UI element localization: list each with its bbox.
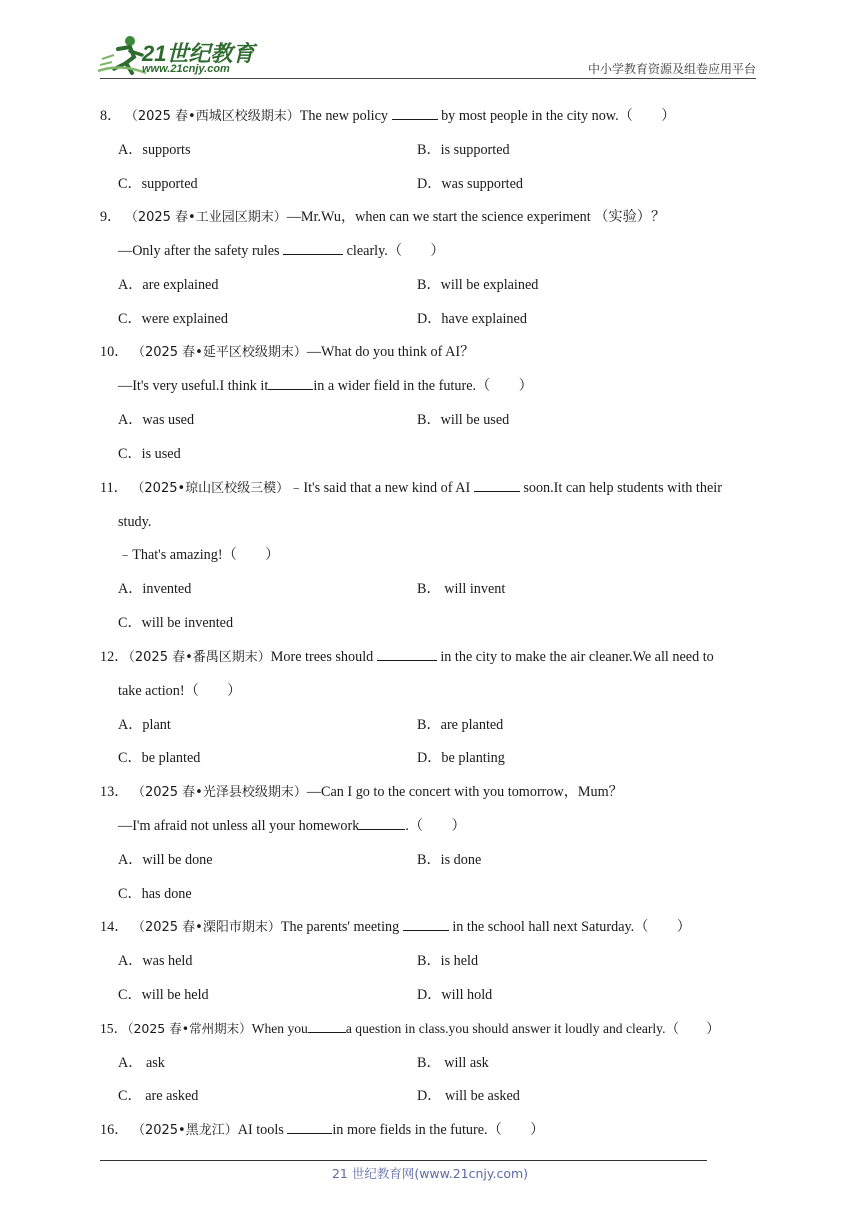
option-c[interactable]: C． are asked: [118, 1088, 199, 1104]
option-a[interactable]: A．supports: [118, 142, 191, 158]
option-d[interactable]: D．was supported: [417, 176, 523, 192]
answer-blank: [392, 107, 438, 120]
question-number: 13．: [100, 784, 129, 800]
option-b[interactable]: B．will be used: [417, 412, 510, 428]
answer-blank: [377, 648, 437, 661]
question-stem-wrap: take action!（ ）: [118, 683, 242, 699]
option-b[interactable]: B．will be explained: [417, 277, 539, 293]
question-source: （2025 春•溧阳市期末）: [131, 920, 281, 935]
answer-blank: [268, 377, 313, 390]
question-number: 16．: [100, 1122, 129, 1138]
option-b[interactable]: B．is supported: [417, 142, 510, 158]
option-c[interactable]: C．will be held: [118, 987, 209, 1003]
option-b[interactable]: B．is done: [417, 852, 482, 868]
option-a[interactable]: A．was held: [118, 953, 193, 969]
option-b[interactable]: B．is held: [417, 953, 479, 969]
logo-text: 21世纪教育: [142, 41, 255, 66]
option-a[interactable]: A．will be done: [118, 852, 213, 868]
page-footer[interactable]: 21 世纪教育网(www.21cnjy.com): [331, 1166, 529, 1181]
question-stem: 10． （2025 春•延平区校级期末）—What do you think of AI？: [100, 344, 475, 360]
question-source: （2025 春•西城区校级期末）: [124, 109, 300, 124]
option-d[interactable]: D．will hold: [417, 987, 493, 1003]
question-stem-line2: —It's very useful.I think it in a wider field in the future.（ ）: [118, 378, 533, 394]
question-source: （2025 春•延平区校级期末）: [131, 345, 307, 360]
question-source: （2025 春•番禺区期末）: [128, 650, 271, 665]
option-c[interactable]: C．will be invented: [118, 615, 234, 631]
question-stem: 8． （2025 春•西城区校级期末）The new policy by most people in the city now.（ ）: [100, 108, 676, 124]
answer-blank: [474, 479, 520, 492]
question-number: 15．: [100, 1021, 128, 1036]
question-number: 10．: [100, 344, 129, 360]
answer-blank: [283, 242, 343, 255]
question-number: 14．: [100, 919, 129, 935]
footer-divider: [100, 1160, 707, 1161]
option-b[interactable]: B． will invent: [417, 581, 506, 597]
option-a[interactable]: A．invented: [118, 581, 192, 597]
page-header: [0, 0, 860, 86]
option-c[interactable]: C．is used: [118, 446, 181, 462]
option-d[interactable]: D．have explained: [417, 311, 527, 327]
question-source: （2025 春•光泽县校级期末）: [131, 785, 307, 800]
question-stem: 14． （2025 春•溧阳市期末）The parents' meeting in the school hall next Saturday.（ ）: [100, 919, 691, 935]
site-logo[interactable]: [96, 33, 256, 79]
option-b[interactable]: B．are planted: [417, 717, 504, 733]
option-a[interactable]: A．are explained: [118, 277, 219, 293]
question-source: （2025•琼山区校级三模）: [131, 481, 290, 496]
question-number: 9．: [100, 209, 122, 225]
option-d[interactable]: D．be planting: [417, 750, 505, 766]
question-stem: 13． （2025 春•光泽县校级期末）—Can I go to the concert with you tomorrow，Mum？: [100, 784, 623, 800]
option-a[interactable]: A． ask: [118, 1055, 165, 1071]
option-d[interactable]: D． will be asked: [417, 1088, 520, 1104]
question-source: （2025 春•工业园区期末）: [124, 210, 287, 225]
answer-blank: [308, 1020, 346, 1033]
question-stem: 12．（2025 春•番禺区期末）More trees should in the city to make the air cleaner.We all need to: [100, 649, 714, 665]
question-number: 8．: [100, 108, 122, 124]
option-c[interactable]: C．be planted: [118, 750, 201, 766]
question-stem: 16． （2025•黑龙江）AI tools in more fields in the future.（ ）: [100, 1122, 545, 1138]
option-a[interactable]: A．was used: [118, 412, 195, 428]
option-c[interactable]: C．has done: [118, 886, 192, 902]
question-stem: 9． （2025 春•工业园区期末）—Mr.Wu，when can we start the science experiment （实验）？: [100, 209, 666, 225]
question-number: 11．: [100, 480, 128, 496]
answer-blank: [287, 1121, 332, 1134]
question-stem-line2: —I'm afraid not unless all your homework .（ ）: [118, 818, 466, 834]
question-number: 12．: [100, 649, 129, 665]
question-stem-wrap: study.: [118, 514, 152, 530]
answer-blank: [403, 918, 449, 931]
question-stem-line2: —Only after the safety rules clearly.（ ）: [118, 243, 445, 259]
platform-title: 中小学教育资源及组卷应用平台: [587, 62, 756, 76]
question-stem: 15．（2025 春•常州期末）When you a question in class.you should answer it loudly and clearly.（ ）: [100, 1021, 720, 1036]
answer-blank: [359, 817, 405, 830]
question-source: （2025•黑龙江）: [131, 1123, 238, 1138]
option-c[interactable]: C．were explained: [118, 311, 228, 327]
runner-logo-icon: [96, 33, 148, 79]
option-b[interactable]: B． will ask: [417, 1055, 489, 1071]
question-source: （2025 春•常州期末）: [127, 1021, 252, 1036]
header-divider: [100, 78, 756, 79]
option-a[interactable]: A．plant: [118, 717, 171, 733]
question-stem: 11． （2025•琼山区校级三模）﹣It's said that a new kind of AI soon.It can help students with their: [100, 480, 722, 496]
logo-url: www.21cnjy.com: [142, 63, 230, 75]
option-c[interactable]: C．supported: [118, 176, 198, 192]
question-stem-line2: ﹣That's amazing!（ ）: [118, 547, 280, 563]
